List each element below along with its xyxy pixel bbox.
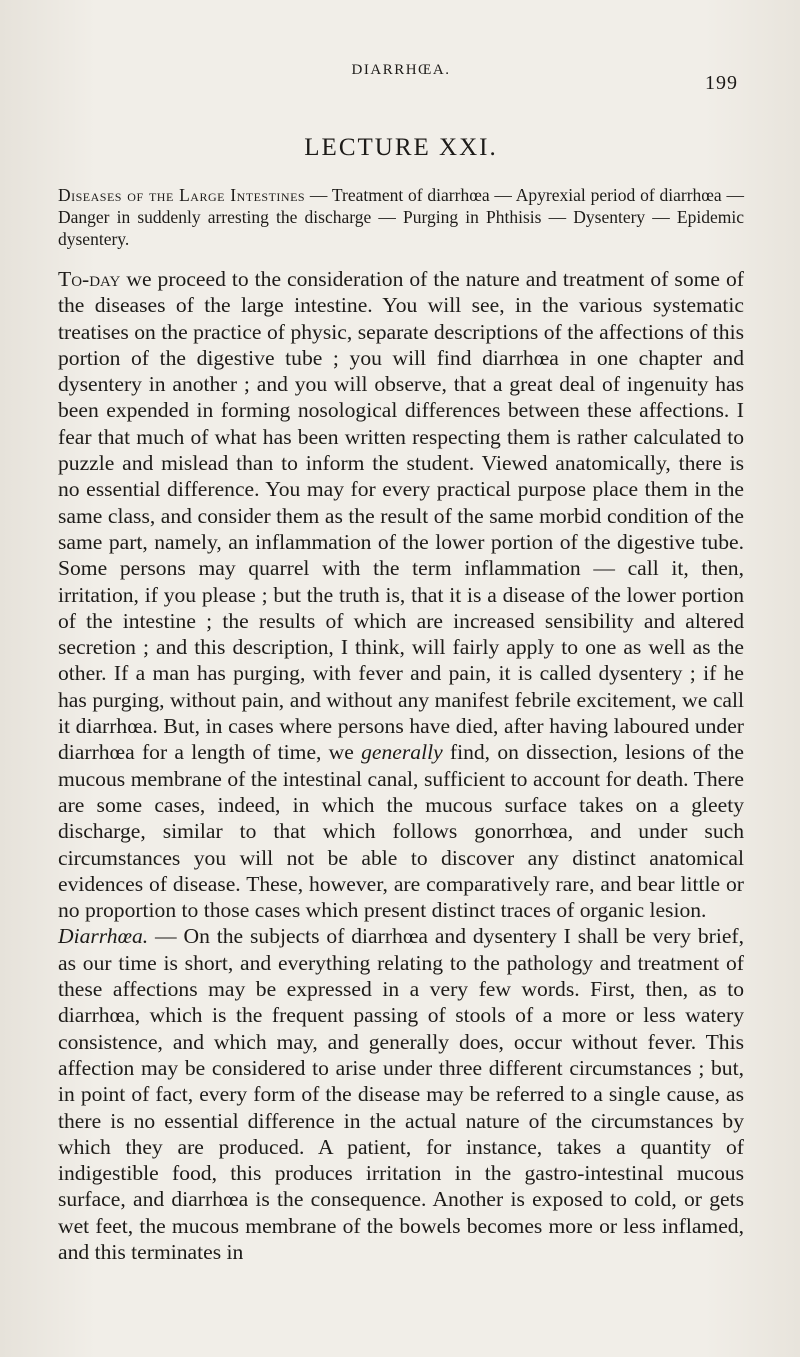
- paragraph-text: we proceed to the consideration of the nature and treatment of some of the diseases of the large intestine. You will see, in the various systematic treatises on the practice of physic, separate descriptions of the affections of this portion of the digestive tube ; you will find diarrhœa in one chapter and dysentery in another ; and you will observe, that a great deal of ingenuity has been expended in forming nosological differences between these affections. I fear that much of what has been written respecting them is rather calculated to puzzle and mislead than to inform the student. Viewed anatomically, there is no essential difference. You may for every practical purpose place them in the same class, and consider them as the result of the same morbid condition of the same part, namely, an inflammation of the lower portion of the digestive tube. Some persons may quarrel with the term inflammation — call it, then, irritation, if you please ; but the truth is, that it is a disease of the lower portion of the intestine ; the results of which are increased sensibility and altered secretion ; and this description, I think, will fairly apply to one as well as the other. If a man has purging, with fever and pain, it is called dysentery ; if he has purging, without pain, and without any manifest febrile excitement, we call it diarrhœa. But, in cases where persons have died, after having laboured under diarrhœa for a length of time, we: [58, 267, 744, 765]
- paragraph-text-continued: find, on dissection, lesions of the mucous membrane of the intestinal canal, sufficient to account for death. There are some cases, indeed, in which the mucous surface takes on a gleety discharge, similar to that which follows gonorrhœa, and under such circumstances you will not be able to discover any distinct anatomical evidences of disease. These, however, are comparatively rare, and bear little or no proportion to those cases which present distinct traces of organic lesion.: [58, 740, 744, 923]
- section-heading-diarrhoea: Diarrhœa.: [58, 924, 149, 949]
- page-number: 199: [705, 72, 738, 94]
- lecture-synopsis: [58, 184, 744, 250]
- paragraph-diarrhoea: [58, 923, 744, 1265]
- lecture-title: LECTURE XXI.: [304, 134, 498, 161]
- running-head: [58, 0, 744, 96]
- synopsis-text: — Treatment of diarrhœa — Apyrexial period of diarrhœa — Danger in suddenly arresting the discharge — Purging in Phthisis — Dysentery — Epidemic dysentery.: [58, 185, 745, 249]
- running-title: DIARRHŒA.: [351, 62, 451, 78]
- emphasized-word: generally: [361, 740, 443, 765]
- paragraph-lead-word: To-day: [58, 267, 121, 291]
- paragraph-text: — On the subjects of diarrhœa and dysentery I shall be very brief, as our time is short, and everything relating to the pathology and treatment of these affections may be expressed in a very few words. First, then, as to diarrhœa, which is the frequent passing of stools of a more or less watery consistence, and which may, and generally does, occur without fever. This affection may be considered to arise under three different circumstances ; but, in point of fact, every form of the disease may be referred to a single cause, as there is no essential difference in the actual nature of the circumstances by which they are produced. A patient, for instance, takes a quantity of indigestible food, this produces irritation in the gastro-intestinal mucous surface, and diarrhœa is the consequence. Another is exposed to cold, or gets wet feet, the mucous membrane of the bowels becomes more or less inflamed, and this terminates in: [58, 924, 744, 1264]
- paragraph-introduction: [58, 266, 744, 923]
- lecture-body: [58, 266, 744, 1265]
- synopsis-lead: Diseases of the Large Intestines: [58, 185, 306, 205]
